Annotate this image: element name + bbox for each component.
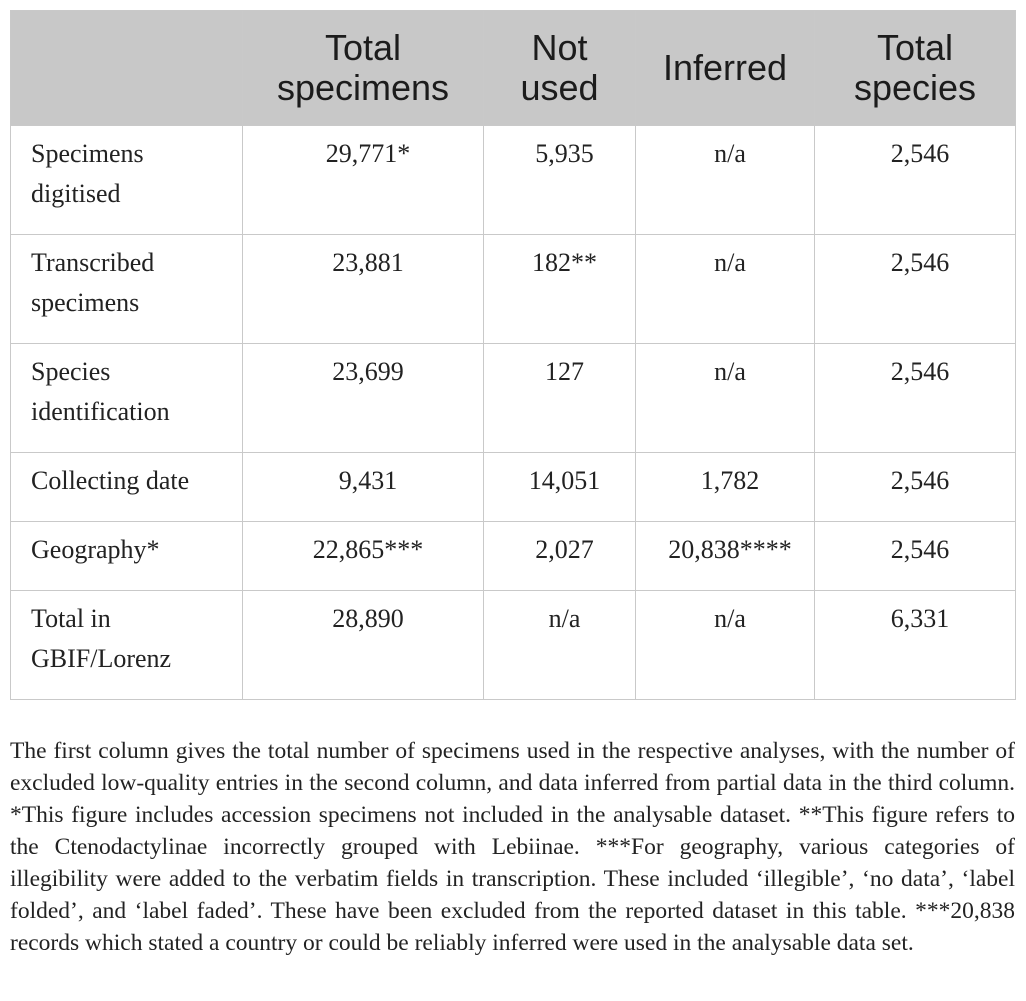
table-row xyxy=(11,344,1016,453)
row-label: Collecting date xyxy=(11,453,243,522)
row-label: Total in GBIF/Lorenz xyxy=(11,591,243,700)
cell-inferred: n/a xyxy=(636,344,815,453)
cell-inferred: n/a xyxy=(636,235,815,344)
cell-total-specimens: 29,771* xyxy=(243,126,484,235)
cell-total-species: 2,546 xyxy=(815,344,1016,453)
cell-inferred: 20,838**** xyxy=(636,522,815,591)
cell-total-specimens: 23,699 xyxy=(243,344,484,453)
table-row xyxy=(11,591,1016,700)
header-cell-row-label xyxy=(11,11,243,126)
cell-inferred: n/a xyxy=(636,591,815,700)
table-row xyxy=(11,453,1016,522)
cell-total-species: 6,331 xyxy=(815,591,1016,700)
cell-inferred: 1,782 xyxy=(636,453,815,522)
table-row xyxy=(11,522,1016,591)
cell-not-used: 182** xyxy=(484,235,636,344)
cell-not-used: 14,051 xyxy=(484,453,636,522)
row-label: Geography* xyxy=(11,522,243,591)
row-label: Specimens digitised xyxy=(11,126,243,235)
cell-not-used: 2,027 xyxy=(484,522,636,591)
cell-total-species: 2,546 xyxy=(815,126,1016,235)
cell-not-used: n/a xyxy=(484,591,636,700)
table-row xyxy=(11,126,1016,235)
table-footnote: The first column gives the total number of specimens used in the respective analyses, with the number of excluded low-quality entries in the second column, and data inferred from partial data in the third column. *This figure includes accession specimens not included in the analysable dataset. **This figure refers to the Ctenodactylinae incorrectly grouped with Lebiinae. ***For geography, various categories of illegibility were added to the verbatim fields in transcription. These included ‘illegible’, ‘no data’, ‘label folded’, and ‘label faded’. These have been excluded from the reported dataset in this table. ***20,838 records which stated a country or could be reliably inferred were used in the analysable data set. xyxy=(10,737,1015,956)
cell-not-used: 127 xyxy=(484,344,636,453)
header-not-used: Not used xyxy=(484,11,636,126)
row-label: Species identification xyxy=(11,344,243,453)
cell-total-specimens: 9,431 xyxy=(243,453,484,522)
header-inferred: Inferred xyxy=(636,11,815,126)
header-row xyxy=(11,11,1016,126)
data-table xyxy=(10,10,1016,700)
cell-total-specimens: 28,890 xyxy=(243,591,484,700)
cell-not-used: 5,935 xyxy=(484,126,636,235)
cell-total-specimens: 23,881 xyxy=(243,235,484,344)
cell-total-species: 2,546 xyxy=(815,235,1016,344)
cell-total-species: 2,546 xyxy=(815,453,1016,522)
table-row xyxy=(11,235,1016,344)
cell-total-species: 2,546 xyxy=(815,522,1016,591)
header-total-species: Total species xyxy=(815,11,1016,126)
row-label: Transcribed specimens xyxy=(11,235,243,344)
cell-inferred: n/a xyxy=(636,126,815,235)
header-total-specimens: Total specimens xyxy=(243,11,484,126)
cell-total-specimens: 22,865*** xyxy=(243,522,484,591)
